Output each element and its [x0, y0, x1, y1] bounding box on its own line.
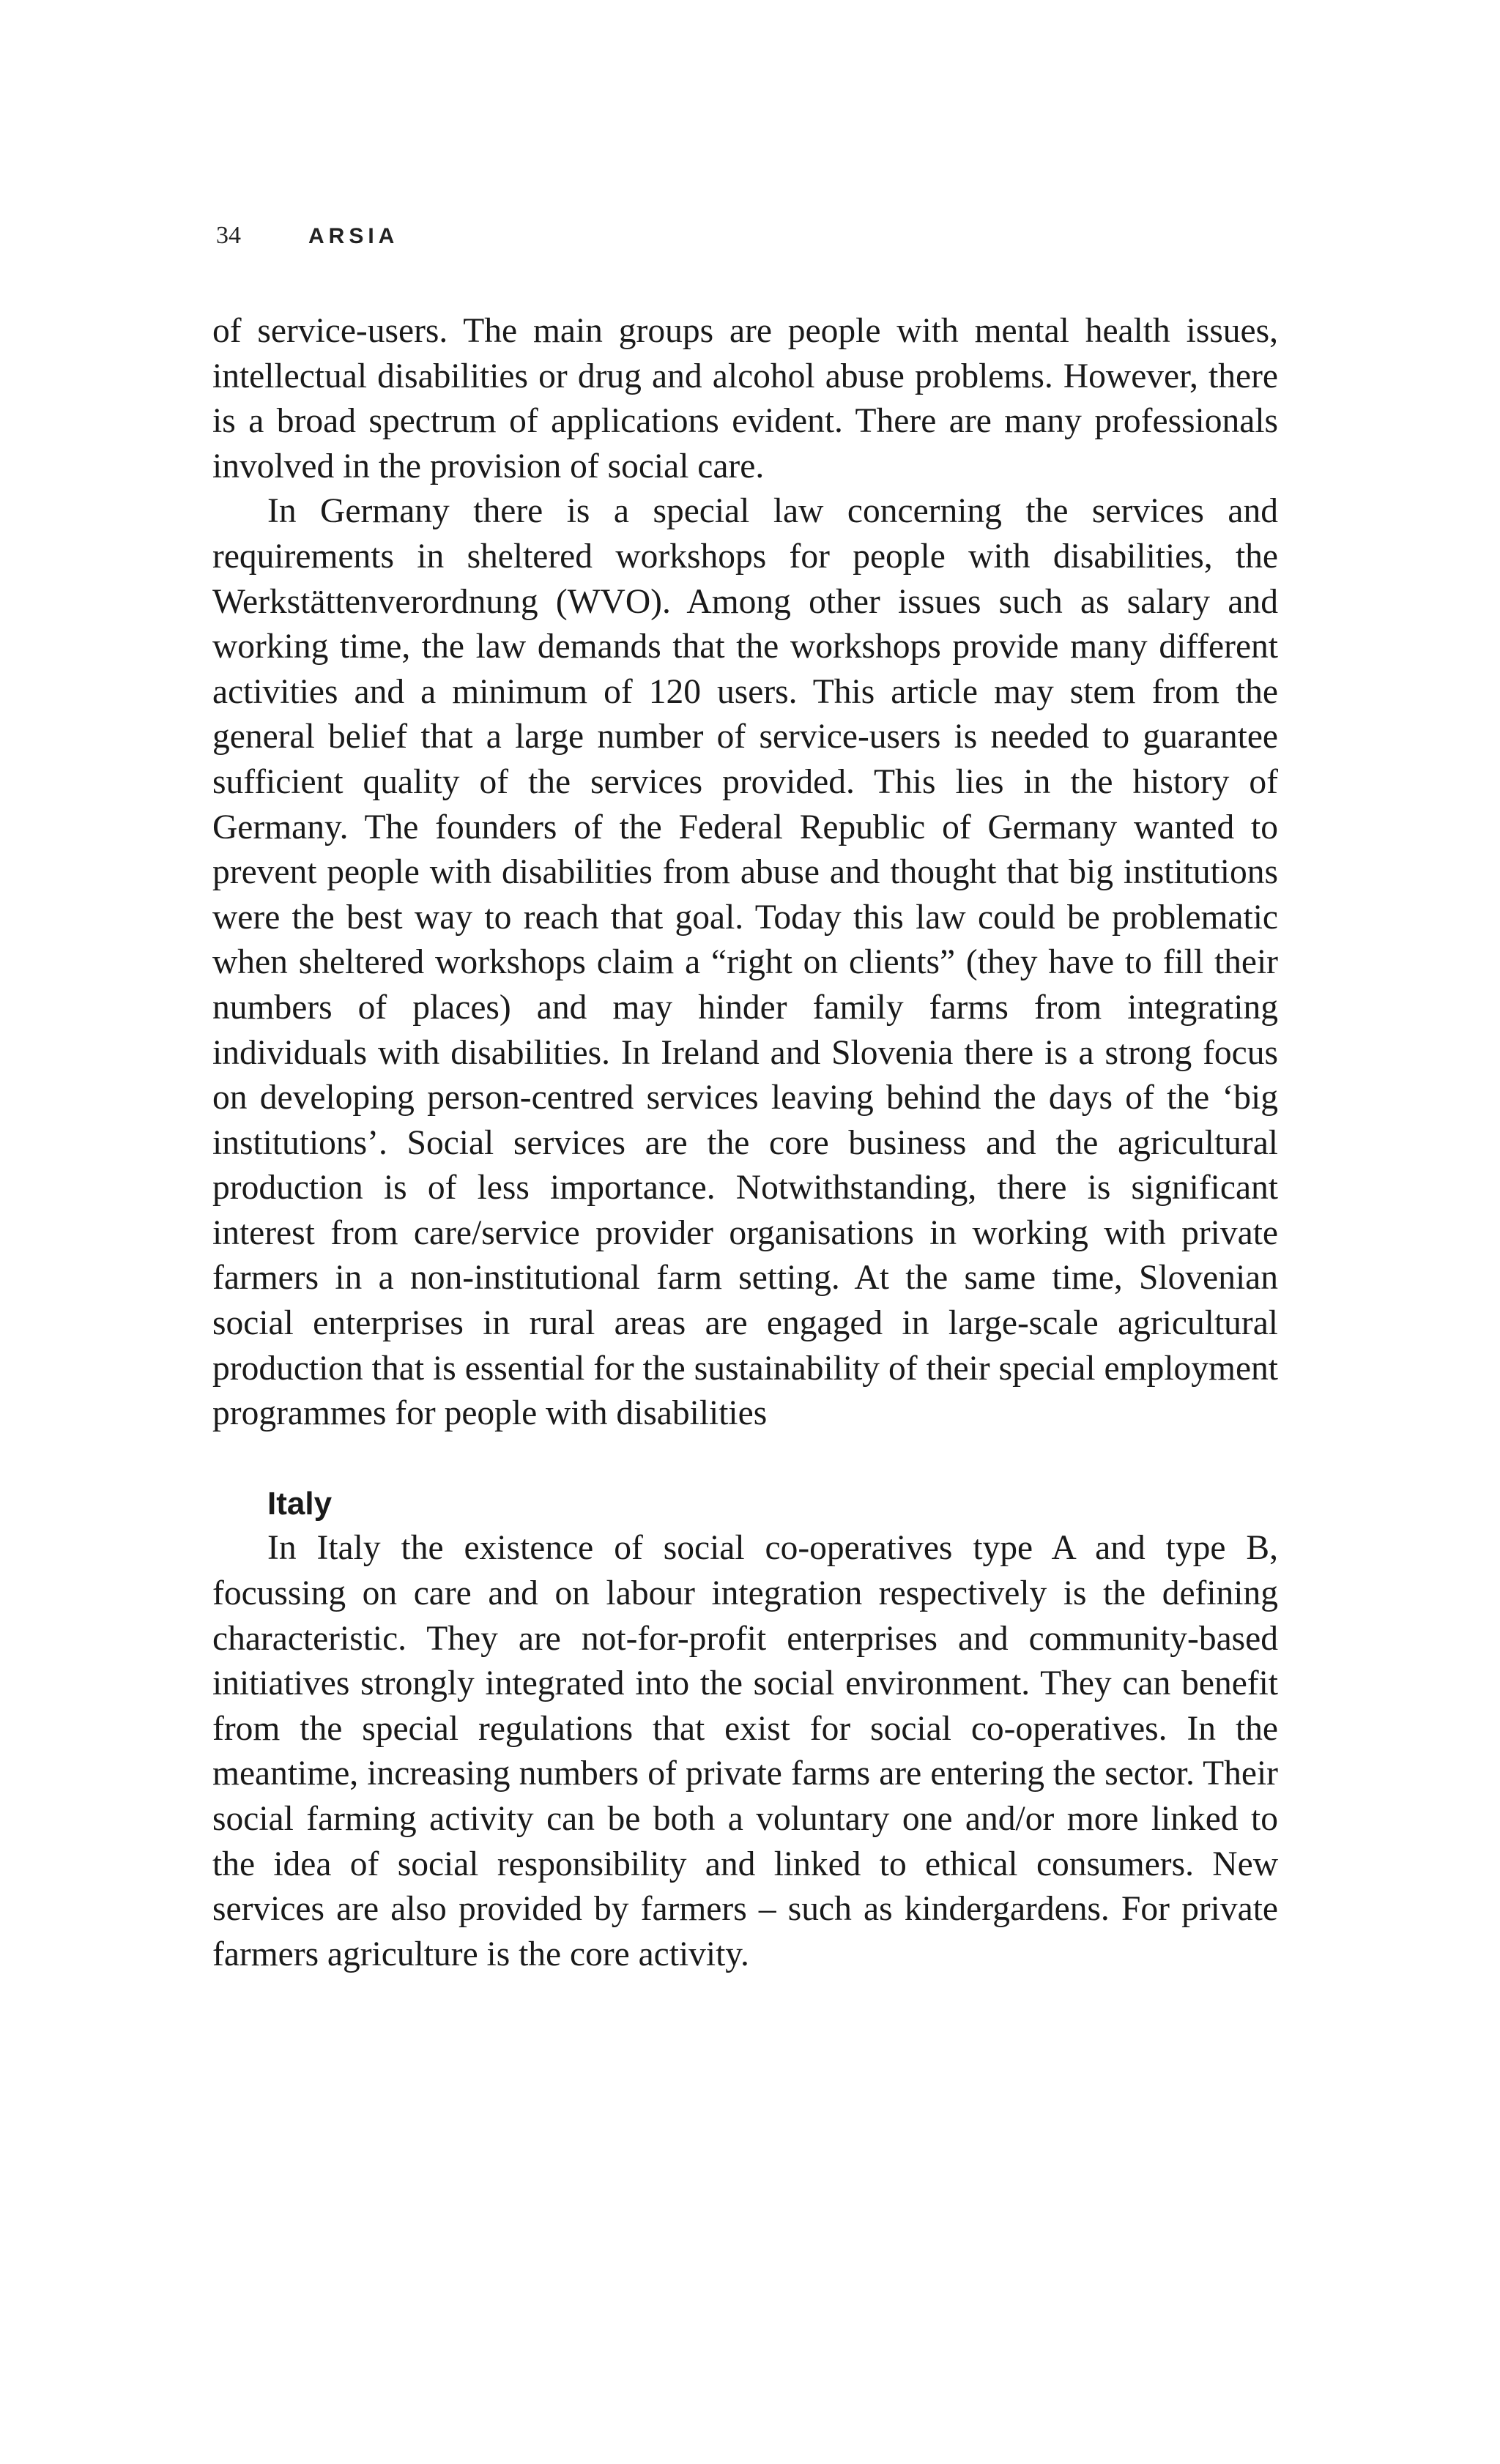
- paragraph-germany-text-end: ). Among other issues such as salary and working time, the law demands that the workshops provide many different activities and a minimum of 120 users. This article may stem from the general belief that a large number of service-users is needed to guarantee sufficient quality of the services provided. This lies in the history of Germany. The founders of the Federal Republic of Germany wanted to prevent people with disabilities from abuse and thought that big institutions were the best way to reach that goal. Today this law could be problematic when sheltered workshops claim a “right on clients” (they have to fill their numbers of places) and may hinder family farms from integrating individuals with disabilities. In Ireland and Slovenia there is a strong focus on developing person-centred services leaving behind the days of the ‘big institutions’. Social services are the core business and the agricultural production is of less importance. Notwithstanding, there is significant interest from care/service provider organisations in working with private farmers in a non-institutional farm setting. At the same time, Slovenian social enterprises in rural areas are engaged in large-scale agricultural production that is essential for the sustainability of their special employment programmes for people with disabilities: [212, 582, 1278, 1433]
- wvo-abbreviation: WVO: [567, 582, 651, 621]
- body-text: [212, 309, 1278, 1977]
- running-head: ARSIA: [308, 224, 399, 248]
- section-heading-italy: Italy: [267, 1485, 333, 1522]
- paragraph-germany: [212, 489, 1278, 1436]
- paragraph-italy: In Italy the existence of social co-operatives type A and type B, focussing on care and on labour integration respectively is the defining characteristic. They are not-for-profit enterprises and community-based initiatives strongly integrated into the social environment. They can benefit from the special regulations that exist for social co-operatives. In the meantime, increasing numbers of private farms are entering the sector. Their social farming activity can be both a voluntary one and/or more linked to the idea of social responsibility and linked to ethical consumers. New services are also provided by farmers – such as kindergardens. For private farmers agriculture is the core activity.: [212, 1529, 1278, 1973]
- page-number: 34: [216, 222, 241, 249]
- page-header: [216, 222, 398, 257]
- paragraph-germany-text-start: In Germany there is a special law concerning the services and requirements in sheltered workshops for people with disabilities, the Werkstättenverordnung (: [212, 492, 1278, 621]
- paragraph-continued: of service-users. The main groups are people with mental health issues, intellectual disabilities or drug and alcohol abuse problems. However, there is a broad spectrum of applications evident. There are many professionals involved in the provision of social care.: [212, 312, 1278, 485]
